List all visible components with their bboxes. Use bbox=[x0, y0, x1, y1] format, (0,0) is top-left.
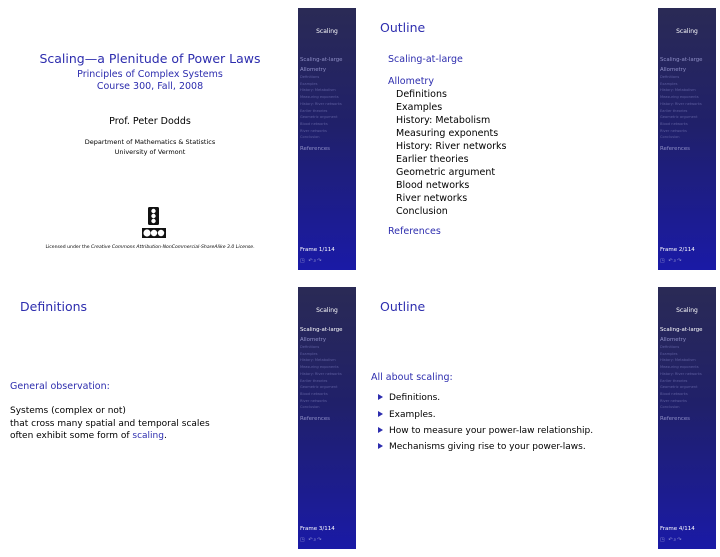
sidebar-subitem[interactable]: River networks bbox=[660, 398, 687, 403]
outline-subsection[interactable]: Definitions bbox=[396, 89, 447, 100]
beamer-nav-controls-icon[interactable]: ◳ ↶⌕↷ bbox=[300, 258, 323, 264]
sidebar-item-scaling-at-large[interactable]: Scaling-at-large bbox=[300, 57, 343, 63]
slide-outline-scaling-frame bbox=[362, 287, 716, 549]
navigation-sidebar bbox=[658, 8, 716, 270]
talk-title: Scaling—a Plenitude of Power Laws bbox=[39, 51, 261, 66]
sidebar-subitem[interactable]: Earlier theories bbox=[660, 108, 688, 113]
sidebar-subitem[interactable]: Measuring exponents bbox=[660, 365, 699, 370]
beamer-nav-controls-icon[interactable]: ◳ ↶⌕↷ bbox=[660, 258, 683, 264]
sidebar-subitem[interactable]: Measuring exponents bbox=[300, 365, 339, 370]
body-line: that cross many spatial and temporal scales bbox=[10, 418, 210, 429]
license-prefix: Licensed under the bbox=[45, 245, 92, 250]
sidebar-subitem[interactable]: Geometric argument bbox=[660, 115, 698, 120]
outline-subsection[interactable]: Blood networks bbox=[396, 180, 470, 191]
list-item-text: Definitions. bbox=[389, 393, 441, 403]
sidebar-subitem[interactable]: Geometric argument bbox=[300, 115, 338, 120]
sidebar-subitem[interactable]: River networks bbox=[300, 128, 327, 133]
sidebar-title[interactable]: Scaling bbox=[676, 28, 698, 35]
sidebar-subitem[interactable]: Measuring exponents bbox=[660, 95, 699, 100]
outline-subsection[interactable]: Examples bbox=[396, 102, 443, 113]
sidebar-title[interactable]: Scaling bbox=[316, 307, 338, 314]
list-item bbox=[378, 393, 440, 403]
department: Department of Mathematics & Statistics bbox=[84, 138, 216, 146]
sidebar-subitem[interactable]: Definitions bbox=[660, 345, 680, 349]
sidebar-item-scaling-at-large[interactable]: Scaling-at-large bbox=[660, 57, 703, 63]
sidebar-subitem[interactable]: Examples bbox=[660, 351, 678, 356]
sidebar-item-scaling-at-large[interactable]: Scaling-at-large bbox=[300, 327, 343, 333]
sidebar-subitem[interactable]: Earlier theories bbox=[300, 108, 328, 113]
outline-subsection[interactable]: Measuring exponents bbox=[396, 128, 499, 139]
sidebar-item-references[interactable]: References bbox=[660, 416, 690, 423]
sidebar-subitem[interactable]: History: Metabolism bbox=[300, 358, 336, 363]
outline-section[interactable]: Scaling-at-large bbox=[388, 54, 463, 65]
list-item bbox=[378, 426, 593, 436]
sidebar-nav bbox=[660, 57, 716, 156]
bullet-triangle-icon bbox=[378, 427, 383, 433]
sidebar-subitem[interactable]: Definitions bbox=[660, 75, 680, 79]
sidebar-subitem[interactable]: Earlier theories bbox=[300, 378, 328, 383]
sidebar-subitem[interactable]: History: River networks bbox=[300, 101, 342, 106]
license-line bbox=[2, 245, 298, 250]
sidebar-subitem[interactable]: Definitions bbox=[300, 345, 320, 349]
body-line-suffix: . bbox=[163, 431, 167, 441]
sidebar-item-allometry[interactable]: Allometry bbox=[660, 67, 687, 73]
sidebar-subitem[interactable]: History: River networks bbox=[660, 101, 702, 106]
sidebar-item-allometry[interactable]: Allometry bbox=[660, 337, 687, 343]
slide-main bbox=[362, 8, 658, 270]
list-item-text: Examples. bbox=[389, 410, 436, 420]
license-link[interactable]: Creative Commons Attribution-NonCommercial-ShareAlike 3.0 License bbox=[91, 245, 254, 250]
sidebar-subitem[interactable]: Conclusion bbox=[660, 405, 680, 410]
frame-counter: Frame 1/114 bbox=[300, 247, 335, 253]
definition-body bbox=[10, 405, 210, 443]
body-line: Systems (complex or not) bbox=[10, 406, 126, 416]
sidebar-subitem[interactable]: Blood networks bbox=[660, 121, 688, 126]
sidebar-item-scaling-at-large[interactable]: Scaling-at-large bbox=[660, 327, 703, 333]
scaling-keyword: scaling bbox=[132, 431, 164, 441]
outline-subsection[interactable]: River networks bbox=[396, 193, 468, 204]
sidebar-subitem[interactable]: River networks bbox=[660, 128, 687, 133]
slide-main bbox=[2, 287, 298, 549]
list-item bbox=[378, 442, 586, 452]
slide-main bbox=[2, 8, 298, 270]
sidebar-item-references[interactable]: References bbox=[300, 416, 330, 423]
sidebar-title[interactable]: Scaling bbox=[676, 307, 698, 314]
sidebar-subitem[interactable]: Blood networks bbox=[660, 391, 688, 396]
sidebar-subitem[interactable]: History: River networks bbox=[300, 371, 342, 376]
block-heading: General observation: bbox=[10, 381, 110, 392]
beamer-nav-controls-icon[interactable]: ◳ ↶⌕↷ bbox=[660, 537, 683, 543]
slide-title-frame bbox=[2, 8, 356, 270]
frame-title: Outline bbox=[380, 299, 426, 314]
sidebar-item-references[interactable]: References bbox=[660, 146, 690, 153]
sidebar-subitem[interactable]: Measuring exponents bbox=[300, 95, 339, 100]
sidebar-subitem[interactable]: Blood networks bbox=[300, 121, 328, 126]
beamer-nav-controls-icon[interactable]: ◳ ↶⌕↷ bbox=[300, 537, 323, 543]
bullet-triangle-icon bbox=[378, 411, 383, 417]
author-name: Prof. Peter Dodds bbox=[109, 116, 191, 127]
slide-main bbox=[362, 287, 658, 549]
sidebar-subitem[interactable]: Blood networks bbox=[300, 391, 328, 396]
block-heading: All about scaling: bbox=[371, 372, 453, 383]
university: University of Vermont bbox=[114, 148, 186, 156]
course-name: Course 300, Fall, 2008 bbox=[96, 81, 204, 92]
sidebar-subitem[interactable]: Definitions bbox=[300, 75, 320, 79]
navigation-sidebar bbox=[658, 287, 716, 549]
sidebar-subitem[interactable]: History: Metabolism bbox=[660, 88, 696, 93]
sidebar-subitem[interactable]: Geometric argument bbox=[660, 385, 698, 390]
frame-counter: Frame 3/114 bbox=[300, 526, 335, 532]
sidebar-item-allometry[interactable]: Allometry bbox=[300, 67, 327, 73]
frame-counter: Frame 4/114 bbox=[660, 526, 695, 532]
sidebar-subitem[interactable]: Geometric argument bbox=[300, 385, 338, 390]
outline-subsection[interactable]: History: Metabolism bbox=[396, 115, 491, 126]
bullet-triangle-icon bbox=[378, 394, 383, 400]
outline-subsection[interactable]: Conclusion bbox=[396, 206, 448, 217]
list-item-text: How to measure your power-law relationship. bbox=[389, 426, 594, 436]
sidebar-subitem[interactable]: Examples bbox=[300, 81, 318, 86]
outline-section[interactable]: Allometry bbox=[388, 76, 434, 87]
sidebar-subitem[interactable]: Conclusion bbox=[300, 135, 320, 140]
license-suffix: . bbox=[253, 245, 255, 250]
sidebar-nav bbox=[660, 327, 716, 426]
bullet-triangle-icon bbox=[378, 443, 383, 449]
body-line bbox=[10, 430, 210, 443]
outline-subsection[interactable]: Earlier theories bbox=[396, 154, 469, 165]
sidebar-subitem[interactable]: History: River networks bbox=[660, 371, 702, 376]
outline-subsection[interactable]: Geometric argument bbox=[396, 167, 496, 178]
sidebar-subitem[interactable]: History: Metabolism bbox=[300, 88, 336, 93]
navigation-sidebar bbox=[298, 287, 356, 549]
sidebar-nav bbox=[300, 327, 356, 426]
sidebar-item-allometry[interactable]: Allometry bbox=[300, 337, 327, 343]
sidebar-subitem[interactable]: History: Metabolism bbox=[660, 358, 696, 363]
outline-section[interactable]: References bbox=[388, 226, 441, 237]
list-item bbox=[378, 410, 436, 420]
talk-subtitle: Principles of Complex Systems bbox=[77, 69, 223, 80]
slide-definitions-frame bbox=[2, 287, 356, 549]
sidebar-nav bbox=[300, 57, 356, 156]
sidebar-subitem[interactable]: Examples bbox=[300, 351, 318, 356]
outline-subsection[interactable]: History: River networks bbox=[396, 141, 507, 152]
frame-counter: Frame 2/114 bbox=[660, 247, 695, 253]
navigation-sidebar bbox=[298, 8, 356, 270]
list-item-text: Mechanisms giving rise to your power-laws. bbox=[389, 442, 586, 452]
sidebar-subitem[interactable]: Examples bbox=[660, 81, 678, 86]
frame-title: Outline bbox=[380, 20, 426, 35]
cc-by-nc-sa-icon bbox=[142, 228, 166, 238]
sidebar-subitem[interactable]: Conclusion bbox=[660, 135, 680, 140]
sidebar-subitem[interactable]: Earlier theories bbox=[660, 378, 688, 383]
frame-title: Definitions bbox=[20, 299, 88, 314]
sidebar-subitem[interactable]: Conclusion bbox=[300, 405, 320, 410]
sidebar-item-references[interactable]: References bbox=[300, 146, 330, 153]
license-logo-icon bbox=[148, 207, 159, 225]
slide-outline-frame bbox=[362, 8, 716, 270]
body-line-text: often exhibit some form of bbox=[10, 431, 133, 441]
sidebar-title[interactable]: Scaling bbox=[316, 28, 338, 35]
sidebar-subitem[interactable]: River networks bbox=[300, 398, 327, 403]
